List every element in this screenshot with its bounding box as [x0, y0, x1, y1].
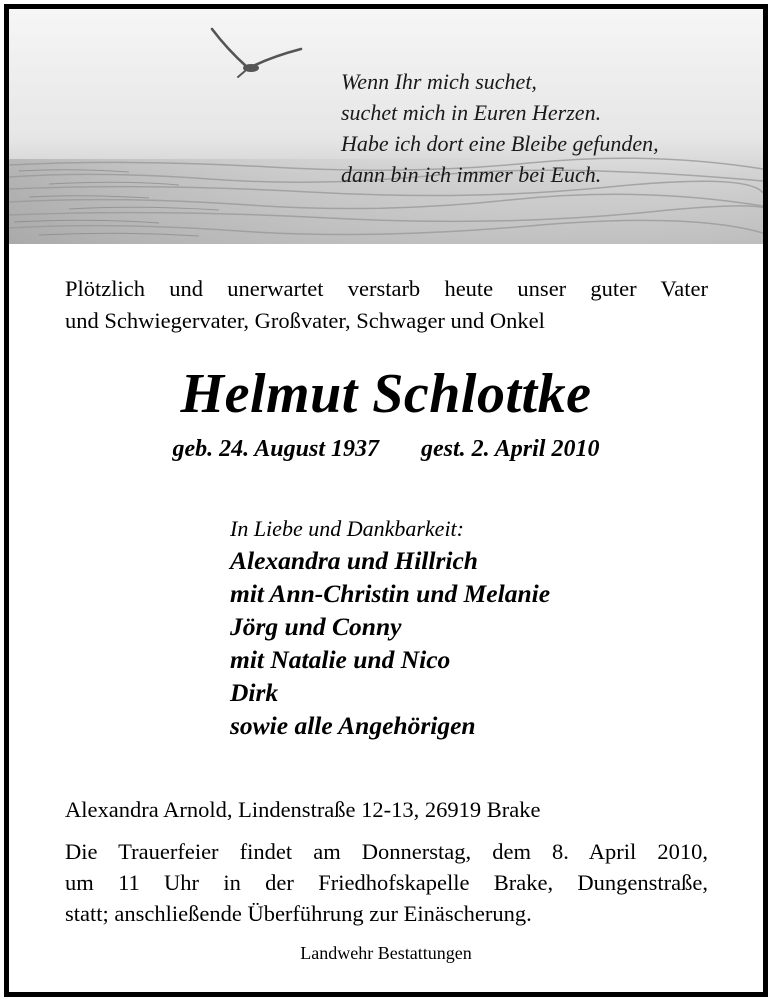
contact-address: Alexandra Arnold, Lindenstraße 12-13, 26919 Brake [65, 797, 541, 822]
mourners-block [230, 514, 550, 742]
death-announcement [65, 273, 708, 337]
service-line: um 11 Uhr in der Friedhofskapelle Brake, Dungenstraße, [65, 870, 708, 895]
funeral-service-info [65, 836, 708, 929]
deceased-name: Helmut Schlottke [180, 363, 592, 425]
mourner-line: Alexandra und Hillrich [230, 546, 478, 575]
announcement-line: und Schwiegervater, Großvater, Schwager und Onkel [65, 308, 545, 333]
mourner-line: sowie alle Angehörigen [230, 711, 476, 740]
mourner-line: mit Natalie und Nico [230, 645, 451, 674]
obituary-notice [4, 4, 768, 997]
memorial-poem [341, 66, 659, 190]
mourner-line: Dirk [230, 678, 279, 707]
poem-line: suchet mich in Euren Herzen. [341, 100, 602, 125]
poem-line: Wenn Ihr mich suchet, [341, 69, 537, 94]
mourner-line: Jörg und Conny [230, 612, 402, 641]
poem-line: Habe ich dort eine Bleibe gefunden, [341, 131, 659, 156]
birth-date: geb. 24. August 1937 [172, 436, 380, 462]
service-line: Die Trauerfeier findet am Donnerstag, dem 8. April 2010, [65, 839, 708, 864]
life-dates [9, 434, 763, 464]
mourner-line: mit Ann-Christin und Melanie [230, 579, 551, 608]
undertaker-name: Landwehr Bestattungen [300, 943, 472, 963]
poem-line: dann bin ich immer bei Euch. [341, 162, 602, 187]
death-date: gest. 2. April 2010 [421, 436, 600, 462]
service-line: statt; anschließende Überführung zur Einäscherung. [65, 901, 532, 926]
announcement-line: Plötzlich und unerwartet verstarb heute unser guter Vater [65, 276, 708, 301]
mourners-list [230, 544, 550, 742]
mourners-lead: In Liebe und Dankbarkeit: [230, 516, 464, 541]
